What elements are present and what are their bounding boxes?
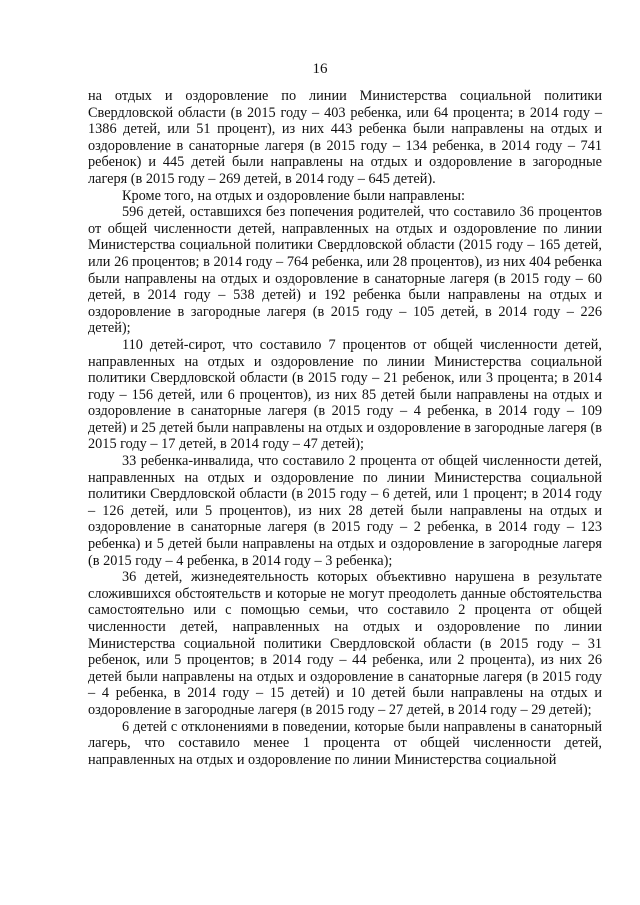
- document-body: [88, 88, 602, 768]
- paragraph-disabled-children: 33 ребенка-инвалида, что составило 2 процента от общей численности детей, направленных на отдых и оздоровление по линии Министерства социальной политики Свердловской области (в 2015 году – 6 детей, или 1 процент; в 2014 году – 126 детей, или 5 процентов), из них 28 детей были направлены на отдых и оздоровление в санаторные лагеря (в 2015 году – 2 ребенка, в 2014 году – 123 ребенка) и 5 детей были направлены на отдых и оздоровление в загородные лагеря (в 2015 году – 4 ребенка, в 2014 году – 3 ребенка);: [88, 453, 602, 569]
- paragraph-intro: Кроме того, на отдых и оздоровление были направлены:: [122, 187, 465, 204]
- page-number: 16: [312, 61, 328, 77]
- paragraph-children-without-parental-care: 596 детей, оставшихся без попечения родителей, что составило 36 процентов от общей численности детей, направленных на отдых и оздоровление по линии Министерства социальной политики Свердловской области (2015 году – 165 детей, или 26 процентов; в 2014 году – 764 ребенка, или 28 процентов), из них 404 ребенка были направлены на отдых и оздоровление в санаторные лагеря (в 2015 году – 60 детей, в 2014 году – 538 детей) и 192 ребенка были направлены на отдых и оздоровление в загородные лагеря (в 2015 году – 105 детей, в 2014 году – 226 детей);: [88, 204, 602, 337]
- paragraph-difficult-circumstances: 36 детей, жизнедеятельность которых объективно нарушена в результате сложившихся обстоятельств и которые не могут преодолеть данные обстоятельства самостоятельно или с помощью семьи, что составило 2 процента от общей численности детей, направленных на отдых и оздоровление по линии Министерства социальной политики Свердловской области (в 2015 году – 31 ребенок, или 5 процентов; в 2014 году – 44 ребенка, или 2 процента), из них 26 детей были направлены на отдых и оздоровление в санаторные лагеря (в 2015 году – 4 ребенка, в 2014 году – 15 детей) и 10 детей были направлены на отдых и оздоровление в загородные лагеря (в 2015 году – 27 детей, в 2014 году – 29 детей);: [88, 569, 602, 718]
- paragraph-continuation: на отдых и оздоровление по линии Министерства социальной политики Свердловской области (в 2015 году – 403 ребенка, или 64 процента; в 2014 году – 1386 детей, или 51 процент), из них 443 ребенка были направлены на отдых и оздоровление в санаторные лагеря (в 2015 году – 134 ребенка, в 2014 году – 741 ребенок) и 445 детей были направлены на отдых и оздоровление в загородные лагеря (в 2015 году – 269 детей, в 2014 году – 645 детей).: [88, 88, 602, 187]
- paragraph-behavioral-deviations: 6 детей с отклонениями в поведении, которые были направлены в санаторный лагерь, что составило менее 1 процента от общей численности детей, направленных на отдых и оздоровление по линии Министерства социальной: [88, 718, 602, 768]
- paragraph-orphans: 110 детей-сирот, что составило 7 процентов от общей численности детей, направленных на отдых и оздоровление по линии Министерства социальной политики Свердловской области (в 2015 году – 21 ребенок, или 3 процента; в 2014 году – 156 детей, или 6 процентов), из них 85 детей были направлены на отдых и оздоровление в санаторные лагеря (в 2015 году – 4 ребенка, в 2014 году – 109 детей) и 25 детей были направлены на отдых и оздоровление в загородные лагеря (в 2015 году – 17 детей, в 2014 году – 47 детей);: [88, 336, 602, 453]
